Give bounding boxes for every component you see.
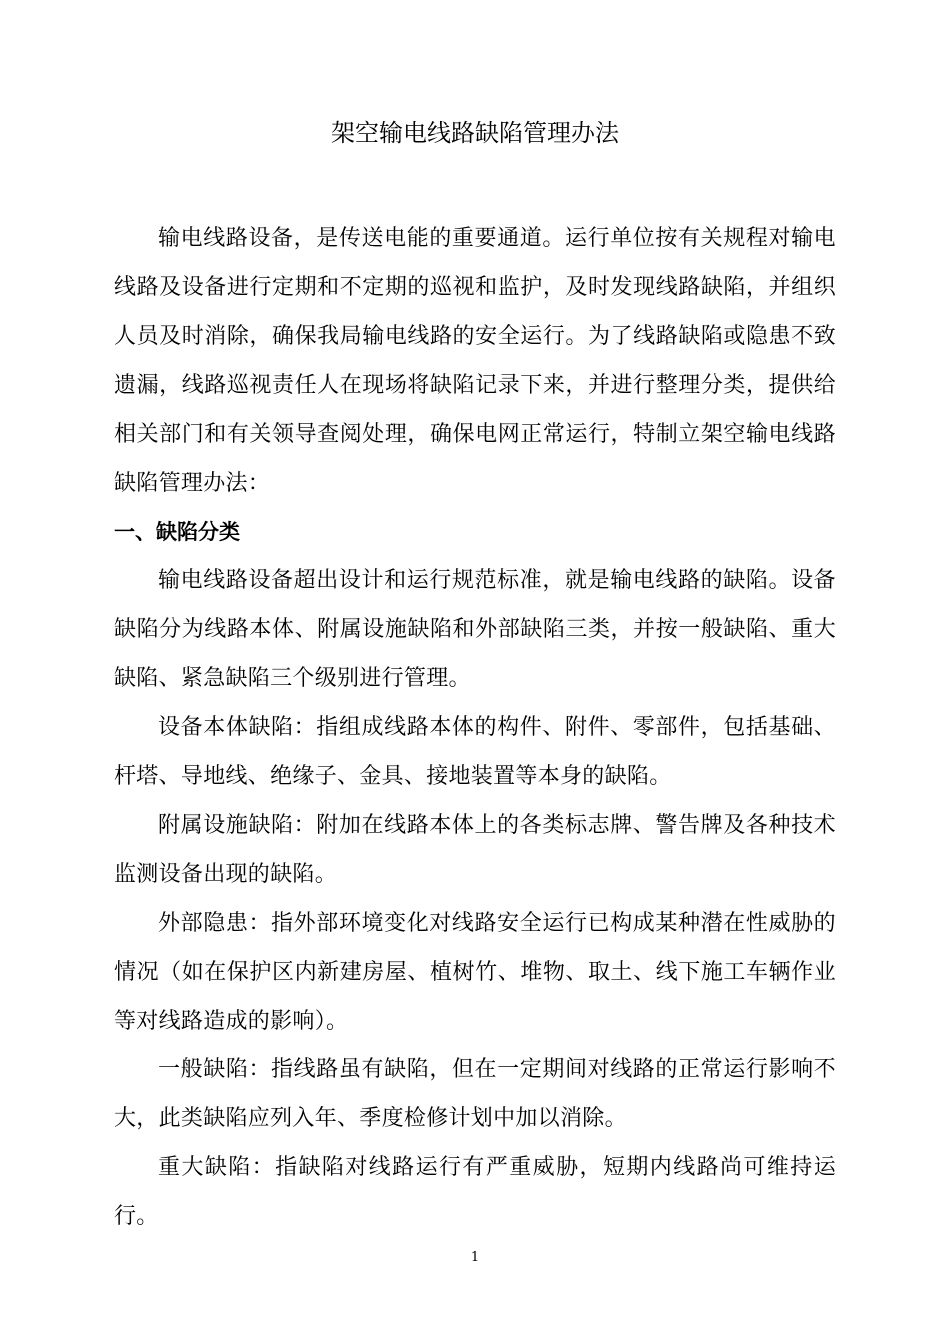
section-heading-defect-classification: 一、缺陷分类 bbox=[114, 520, 240, 545]
paragraph-equipment-body-defect: 设备本体缺陷：指组成线路本体的构件、附件、零部件，包括基础、杆塔、导地线、绝缘子、金具、接地装置等本身的缺陷。 bbox=[114, 715, 836, 789]
document-title: 架空输电线路缺陷管理办法 bbox=[331, 119, 619, 147]
paragraph-defect-definition: 输电线路设备超出设计和运行规范标准，就是输电线路的缺陷。设备缺陷分为线路本体、附属设施缺陷和外部缺陷三类，并按一般缺陷、重大缺陷、紧急缺陷三个级别进行管理。 bbox=[114, 568, 836, 692]
paragraph-major-defect: 重大缺陷：指缺陷对线路运行有严重威胁，短期内线路尚可维持运行。 bbox=[114, 1155, 836, 1230]
intro-paragraph: 输电线路设备，是传送电能的重要通道。运行单位按有关规程对输电线路及设备进行定期和不定期的巡视和监护，及时发现线路缺陷，并组织人员及时消除，确保我局输电线路的安全运行。为了线路缺陷或隐患不致遗漏，线路巡视责任人在现场将缺陷记录下来，并进行整理分类，提供给相关部门和有关领导查阅处理，确保电网正常运行，特制立架空输电线路缺陷管理办法： bbox=[114, 226, 836, 496]
page-number: 1 bbox=[470, 1250, 480, 1265]
document-body bbox=[114, 215, 836, 1242]
paragraph-external-hazard: 外部隐患：指外部环境变化对线路安全运行已构成某种潜在性威胁的情况（如在保护区内新建房屋、植树竹、堆物、取土、线下施工车辆作业等对线路造成的影响）。 bbox=[114, 910, 836, 1034]
paragraph-auxiliary-facility-defect: 附属设施缺陷：附加在线路本体上的各类标志牌、警告牌及各种技术监测设备出现的缺陷。 bbox=[114, 812, 836, 887]
paragraph-general-defect: 一般缺陷：指线路虽有缺陷，但在一定期间对线路的正常运行影响不大，此类缺陷应列入年、季度检修计划中加以消除。 bbox=[114, 1057, 836, 1132]
